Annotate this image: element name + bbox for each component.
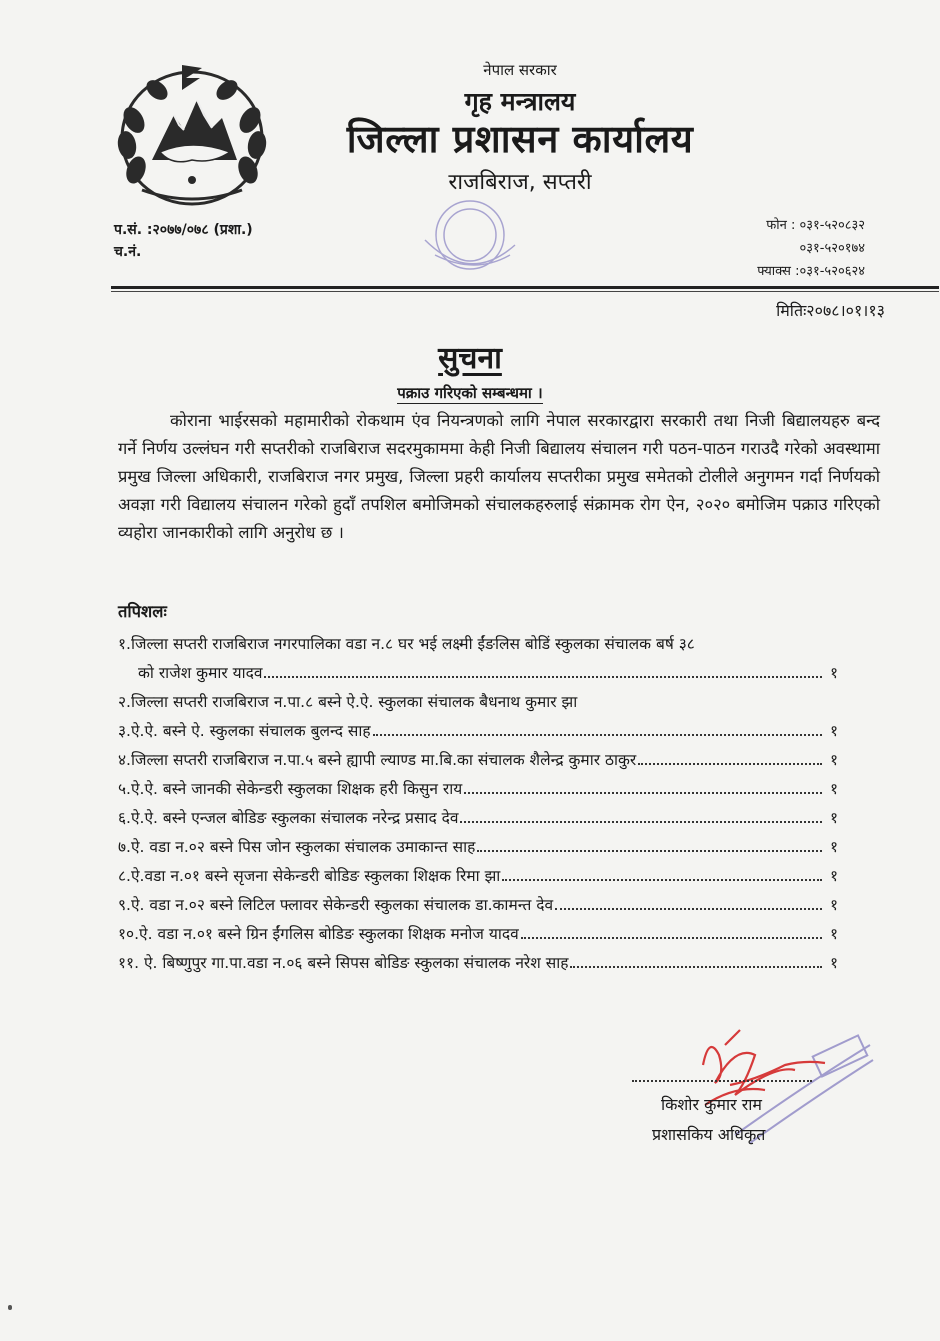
phone-1: फोन : ०३१-५२०८३२ bbox=[766, 218, 865, 233]
list-item bbox=[118, 804, 838, 833]
list-item bbox=[118, 833, 838, 862]
chalani-number: च.नं. bbox=[114, 244, 142, 260]
list-item bbox=[118, 746, 838, 775]
office-stamp-icon bbox=[325, 195, 555, 285]
signatory-designation: प्रशासकिय अधिकृत bbox=[652, 1125, 766, 1144]
list-item-text: २.जिल्ला सप्तरी राजबिराज न.पा.८ बस्ने ऐ.ऐ. स्कुलका संचालक बैधनाथ कुमार झा bbox=[118, 693, 578, 711]
list-item-text: ५.ऐ.ऐ. बस्ने जानकी सेकेन्डरी स्कुलका शिक्षक हरी किसुन राय bbox=[118, 780, 463, 798]
list-item bbox=[118, 717, 838, 746]
list-item bbox=[118, 775, 838, 804]
list-item-text: को राजेश कुमार यादव bbox=[138, 664, 263, 682]
notice-body: कोराना भाईरसको महामारीको रोकथाम एंव नियन्त्रणको लागि नेपाल सरकारद्वारा सरकारी तथा निजी बिद्यालयहरु बन्द गर्ने निर्णय उल्लंघन गरी सप्तरीको राजबिराज सदरमुकाममा केही निजी बिद्यालय संचालन गरी पठन-पाठन गराउदै गरेको अवस्थामा प्रमुख जिल्ला अधिकारी, राजबिराज नगर प्रमुख, जिल्ला प्रहरी कार्यालय सप्तरीका प्रमुख समेतको टोलीले अनुगमन गर्दा निर्णयको अवज्ञा गरी विद्यालय संचालन गरेको हुदाँ तपशिल बमोजिमको संचालकहरुलाई संक्रामक रोग ऐन, २०२० बमोजिम पक्राउ गरिएको व्यहोरा जानकारीको लागि अनुरोध छ । bbox=[118, 411, 880, 542]
list-item bbox=[118, 630, 838, 688]
leader-dots bbox=[477, 850, 822, 852]
leader-dots bbox=[570, 966, 822, 968]
list-item-count: १ bbox=[829, 925, 838, 943]
patra-sankhya: प.सं. :२०७७/०७८ (प्रशा.) bbox=[114, 222, 253, 238]
list-item bbox=[118, 688, 838, 717]
list-item-count: १ bbox=[829, 838, 838, 856]
list-item bbox=[118, 949, 838, 978]
signature-line bbox=[632, 1068, 812, 1082]
list-item-count: १ bbox=[829, 722, 838, 740]
leader-dots bbox=[521, 937, 822, 939]
list-item-count: १ bbox=[829, 954, 838, 972]
fax-number: फ्याक्स :०३१-५२०६२४ bbox=[757, 264, 865, 279]
list-item-text: ९.ऐ. वडा न.०२ बस्ने लिटिल फ्लावर सेकेन्डरी स्कुलका संचालक डा.कामन्त देव bbox=[118, 896, 554, 914]
notice-date: मितिः२०७८।०१।१३ bbox=[776, 301, 885, 320]
list-item-text: ३.ऐ.ऐ. बस्ने ऐ. स्कुलका संचालक बुलन्द साह bbox=[118, 722, 371, 740]
list-item-text: ४.जिल्ला सप्तरी राजबिराज न.पा.५ बस्ने ह्यापी ल्याण्ड मा.बि.का संचालक शैलेन्द्र कुमार ठाकुर bbox=[118, 751, 637, 769]
list-item bbox=[118, 920, 838, 949]
tapsil-label: तपिशलः bbox=[118, 602, 167, 621]
scan-speck bbox=[8, 1305, 12, 1310]
list-item-text: ६.ऐ.ऐ. बस्ने एन्जल बोडिङ स्कुलका संचालक नरेन्द्र प्रसाद देव bbox=[118, 809, 459, 827]
list-item-text: १०.ऐ. वडा न.०१ बस्ने ग्रिन ईंगलिस बोडिङ स्कुलका शिक्षक मनोज यादव bbox=[118, 925, 519, 943]
leader-dots bbox=[264, 676, 822, 678]
leader-dots bbox=[638, 763, 822, 765]
list-item bbox=[118, 891, 838, 920]
header-divider-thin bbox=[111, 291, 939, 292]
list-item-count: १ bbox=[829, 896, 838, 914]
office-name: जिल्ला प्रशासन कार्यालय bbox=[346, 117, 694, 161]
list-item-count: १ bbox=[829, 751, 838, 769]
list-item-line1: १.जिल्ला सप्तरी राजबिराज नगरपालिका वडा न.८ घर भई लक्ष्मी ईंङलिस बोडिं स्कुलका संचालक बर्ष ३८ bbox=[118, 635, 695, 653]
leader-dots bbox=[460, 821, 822, 823]
arrested-list bbox=[118, 630, 838, 978]
signatory-name: किशोर कुमार राम bbox=[661, 1095, 762, 1114]
contact-block bbox=[757, 214, 865, 283]
nepal-government-emblem-icon bbox=[112, 60, 272, 210]
list-item-text: ११. ऐ. बिष्णुपुर गा.पा.वडा न.०६ बस्ने सिपस बोडिङ स्कुलका संचालक नरेश साह bbox=[118, 954, 569, 972]
list-item-text: ७.ऐ. वडा न.०२ बस्ने पिस जोन स्कुलका संचालक उमाकान्त साह bbox=[118, 838, 476, 856]
list-item-count: १ bbox=[829, 664, 838, 682]
leader-dots bbox=[502, 879, 822, 881]
notice-subject bbox=[0, 383, 940, 403]
leader-dots bbox=[555, 908, 822, 910]
office-address: राजबिराज, सप्तरी bbox=[448, 170, 592, 195]
list-item bbox=[118, 862, 838, 891]
list-item-count: १ bbox=[829, 780, 838, 798]
list-item-count: १ bbox=[829, 809, 838, 827]
header-divider-thick bbox=[111, 286, 939, 289]
list-item-text: ८.ऐ.वडा न.०१ बस्ने सृजना सेकेन्डरी बोडिङ स्कुलका शिक्षक रिमा झा bbox=[118, 867, 501, 885]
government-label: नेपाल सरकार bbox=[483, 61, 557, 79]
notice-subject-text: पक्राउ गरिएको सम्बन्धमा । bbox=[397, 384, 543, 402]
ministry-name: गृह मन्त्रालय bbox=[464, 87, 576, 116]
phone-2: ०३१-५२०१७४ bbox=[799, 241, 865, 256]
leader-dots bbox=[464, 792, 822, 794]
notice-title: सुचना bbox=[438, 341, 502, 376]
leader-dots bbox=[373, 734, 822, 736]
list-item-count: १ bbox=[829, 867, 838, 885]
